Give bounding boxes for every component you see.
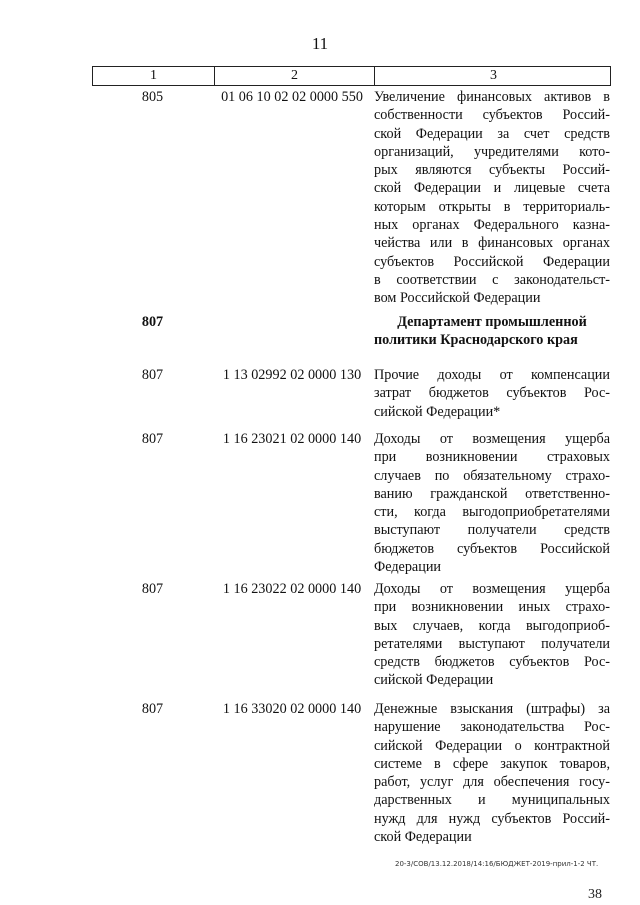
description-line: субъектов Российской Федерации — [374, 253, 610, 270]
description-line: Увеличение финансовых активов в — [374, 89, 610, 105]
budget-classification-code: 1 13 02992 02 0000 130 — [222, 367, 362, 383]
description-line: нарушение законодательства Рос- — [374, 719, 610, 736]
column-header-1: 1 — [150, 68, 157, 83]
description-line: собственности субъектов Россий- — [374, 107, 610, 124]
description-line: ской Федерации за счет средств — [374, 125, 610, 142]
description-line: при возникновении страховых — [374, 449, 610, 466]
description-line: нужд для нужд субъектов Россий- — [374, 810, 610, 827]
administrator-code: 807 — [141, 314, 164, 330]
description-line: сийской Федерации — [374, 672, 494, 689]
revenue-description — [374, 580, 610, 690]
description-line: ретателями выступают получатели — [374, 635, 610, 652]
footer-note: 20-3/СОВ/13.12.2018/14:16/БЮДЖЕТ-2019-прил-1-2 ЧТ. — [395, 860, 599, 868]
description-line: политики Краснодарского края — [374, 332, 578, 349]
description-line: чейства или в финансовых органах — [374, 235, 610, 252]
description-line: работ, услуг для обеспечения госу- — [374, 774, 610, 791]
budget-classification-code: 01 06 10 02 02 0000 550 — [221, 89, 363, 105]
description-line: сийской Федерации о контрактной — [374, 737, 610, 754]
description-line: Доходы от возмещения ущерба — [374, 581, 610, 597]
description-line: Федерации — [374, 559, 442, 576]
column-header-2: 2 — [214, 67, 374, 85]
description-line: дарственных и муниципальных — [374, 792, 610, 809]
description-line: Департамент промышленной — [397, 314, 587, 330]
description-line: Доходы от возмещения ущерба — [374, 431, 610, 447]
description-line: системе в сфере закупок товаров, — [374, 755, 610, 772]
description-line: сти, когда выгодоприобретателями — [374, 504, 610, 521]
description-line: при возникновении иных страхо- — [374, 599, 610, 616]
description-line: рых являются субъекты Россий- — [374, 162, 610, 179]
table-column-header — [92, 66, 611, 86]
description-line: ской Федерации — [374, 829, 472, 846]
description-line: средств бюджетов субъектов Рос- — [374, 654, 610, 671]
description-line: вом Российской Федерации — [374, 290, 541, 307]
administrator-code: 807 — [141, 581, 164, 597]
description-line: Прочие доходы от компенсации — [374, 367, 610, 383]
description-line: Денежные взыскания (штрафы) за — [374, 701, 610, 717]
page-number: 11 — [311, 34, 329, 53]
administrator-code: 807 — [141, 431, 164, 447]
description-line: в соответствии с законодательст- — [374, 271, 610, 288]
sheet-number: 38 — [588, 887, 602, 902]
description-line: бюджетов субъектов Российской — [374, 540, 610, 557]
description-line: сийской Федерации* — [374, 403, 501, 420]
administrator-code: 807 — [141, 701, 164, 717]
administrator-code: 805 — [141, 89, 164, 105]
column-header-3: 3 — [374, 67, 612, 85]
department-heading — [374, 313, 610, 350]
administrator-code: 807 — [141, 367, 164, 383]
revenue-description — [374, 88, 610, 308]
revenue-description — [374, 366, 610, 421]
revenue-description — [374, 700, 610, 846]
description-line: случаев по обязательному страхо- — [374, 467, 610, 484]
description-line: организаций, учредителями кото- — [374, 143, 610, 160]
description-line: ных органах Федерального казна- — [374, 217, 610, 234]
description-line: ской Федерации и лицевые счета — [374, 180, 610, 197]
budget-classification-code: 1 16 23022 02 0000 140 — [222, 581, 362, 597]
description-line: вых случаев, когда выгодоприоб- — [374, 617, 610, 634]
budget-classification-code: 1 16 23021 02 0000 140 — [222, 431, 362, 447]
revenue-description — [374, 430, 610, 576]
description-line: выступают получатели средств — [374, 522, 610, 539]
description-line: которым открыты в территориаль- — [374, 198, 610, 215]
budget-classification-code: 1 16 33020 02 0000 140 — [222, 701, 362, 717]
description-line: затрат бюджетов субъектов Рос- — [374, 385, 610, 402]
description-line: ванию гражданской ответственно- — [374, 485, 610, 502]
